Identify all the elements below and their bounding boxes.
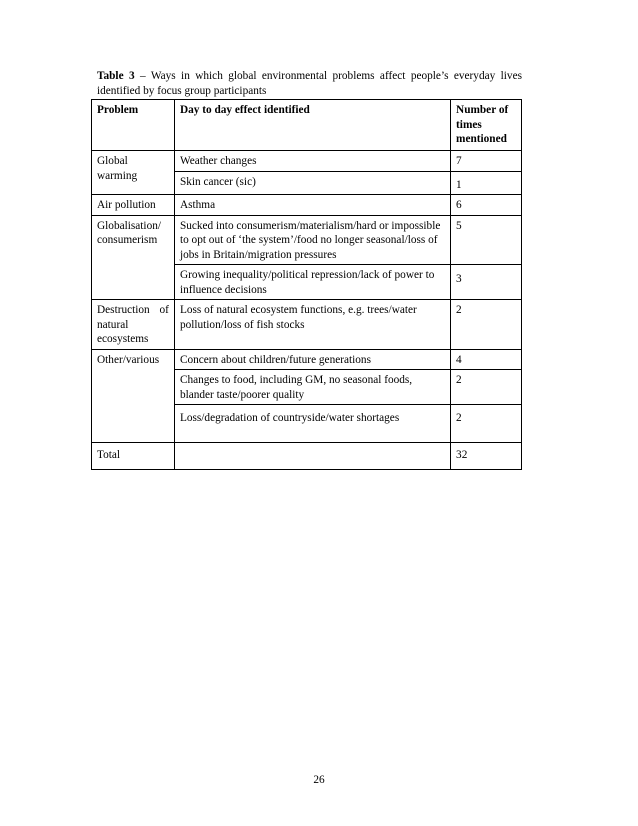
effect-cell: Loss of natural ecosystem functions, e.g. trees/water pollution/loss of fish stocks bbox=[174, 300, 450, 350]
problem-cell: Air pollution bbox=[92, 195, 175, 216]
caption-text: – Ways in which global environmental problems affect people’s everyday lives identified by focus group participants bbox=[97, 70, 522, 97]
effect-cell: Growing inequality/political repression/lack of power to influence decisions bbox=[174, 265, 450, 300]
effect-cell: Concern about children/future generations bbox=[174, 349, 450, 370]
count-cell: 6 bbox=[451, 195, 522, 216]
header-row bbox=[92, 100, 522, 151]
total-row bbox=[92, 443, 522, 470]
header-count: Number of times mentioned bbox=[451, 100, 522, 151]
effect-cell: Asthma bbox=[174, 195, 450, 216]
problem-line: Destruction of bbox=[97, 304, 169, 316]
table-row bbox=[92, 300, 522, 350]
effect-cell: Loss/degradation of countryside/water shortages bbox=[174, 405, 450, 443]
problem-cell: Globalisation/ consumerism bbox=[92, 215, 175, 300]
effect-cell: Weather changes bbox=[174, 151, 450, 172]
table-row bbox=[92, 215, 522, 265]
problem-cell: Global warming bbox=[92, 151, 175, 195]
count-cell: 5 bbox=[451, 215, 522, 265]
page-number: 26 bbox=[313, 774, 325, 786]
count-cell: 1 bbox=[451, 171, 522, 195]
table-caption bbox=[97, 69, 522, 99]
count-cell: 2 bbox=[451, 370, 522, 405]
count-cell: 3 bbox=[451, 265, 522, 300]
effect-cell: Sucked into consumerism/materialism/hard or impossible to opt out of ‘the system’/food no longer seasonal/loss of jobs in Britain/migration pressures bbox=[174, 215, 450, 265]
table-row bbox=[92, 349, 522, 370]
header-effect: Day to day effect identified bbox=[174, 100, 450, 151]
caption-label: Table 3 bbox=[97, 70, 135, 82]
problem-line: natural bbox=[97, 318, 129, 331]
problem-cell bbox=[92, 300, 175, 350]
effect-cell: Skin cancer (sic) bbox=[174, 171, 450, 195]
table-row bbox=[92, 195, 522, 216]
effect-cell: Changes to food, including GM, no seasonal foods, blander taste/poorer quality bbox=[174, 370, 450, 405]
problem-cell: Other/various bbox=[92, 349, 175, 443]
count-cell: 2 bbox=[451, 300, 522, 350]
total-empty-cell bbox=[174, 443, 450, 470]
count-cell: 2 bbox=[451, 405, 522, 443]
data-table bbox=[91, 99, 522, 470]
table-row bbox=[92, 151, 522, 172]
problem-line: ecosystems bbox=[97, 333, 149, 345]
count-cell: 4 bbox=[451, 349, 522, 370]
total-label: Total bbox=[92, 443, 175, 470]
count-cell: 7 bbox=[451, 151, 522, 172]
total-value: 32 bbox=[451, 443, 522, 470]
header-problem: Problem bbox=[92, 100, 175, 151]
